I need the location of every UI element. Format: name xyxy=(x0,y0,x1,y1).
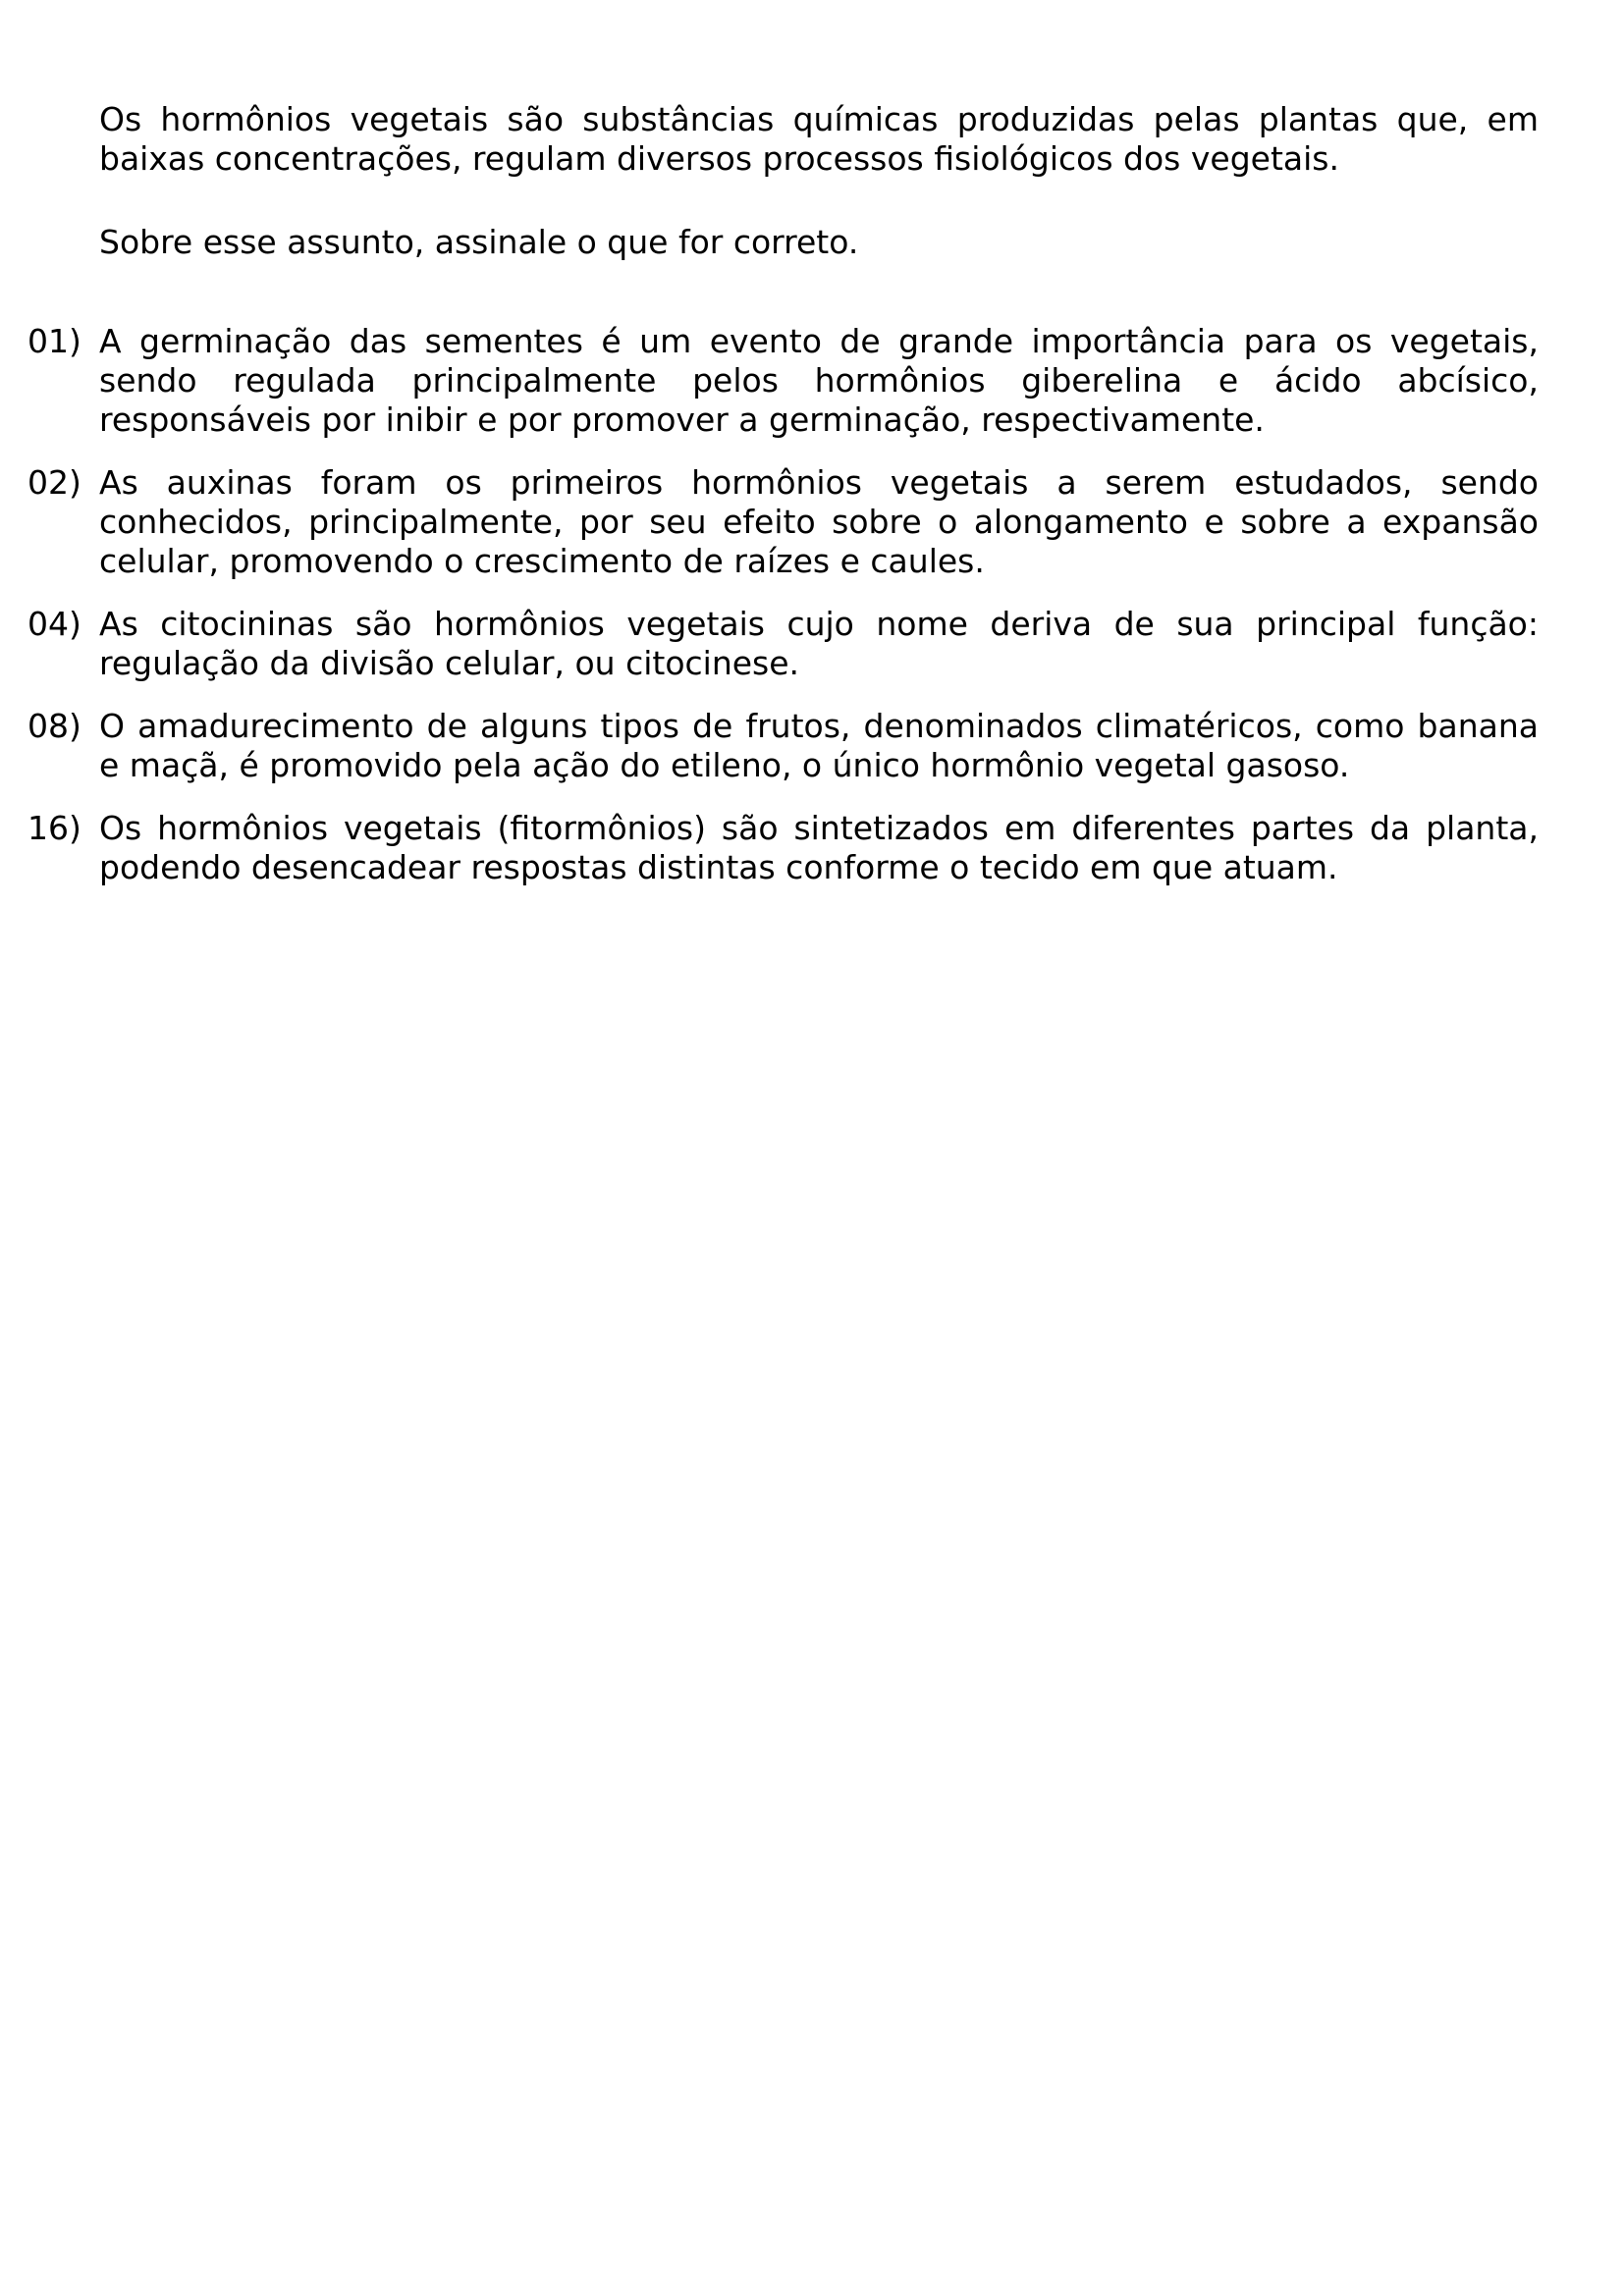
option-text: As citocininas são hormônios vegetais cujo nome deriva de sua principal função: regulação da divisão celular, ou citocinese. xyxy=(99,605,1539,682)
option-text: A germinação das sementes é um evento de grande importância para os vegetais, sendo regulada principalmente pelos hormônios giberelina e ácido abcísico, responsáveis por inibir e por promover a germinação, respectivamente. xyxy=(99,322,1539,439)
answer-option-01 xyxy=(0,322,1624,440)
option-text: Os hormônios vegetais (fitormônios) são sintetizados em diferentes partes da planta, podendo desencadear respostas distintas conforme o tecido em que atuam. xyxy=(99,809,1539,886)
answer-option-02 xyxy=(0,463,1624,581)
answer-option-16 xyxy=(0,809,1624,887)
answer-option-08 xyxy=(0,707,1624,785)
option-number: 02) xyxy=(27,463,81,502)
option-number: 08) xyxy=(27,707,81,745)
answer-options-list xyxy=(0,322,1624,911)
option-number: 01) xyxy=(27,322,81,360)
question-intro: Os hormônios vegetais são substâncias químicas produzidas pelas plantas que, em baixas concentrações, regulam diversos processos fisiológicos dos vegetais. xyxy=(99,100,1539,178)
option-text: O amadurecimento de alguns tipos de frutos, denominados climatéricos, como banana e maçã, é promovido pela ação do etileno, o único hormônio vegetal gasoso. xyxy=(99,707,1539,784)
option-number: 16) xyxy=(27,809,81,847)
option-text: As auxinas foram os primeiros hormônios vegetais a serem estudados, sendo conhecidos, principalmente, por seu efeito sobre o alongamento e sobre a expansão celular, promovendo o crescimento de raízes e caules. xyxy=(99,463,1539,580)
question-prompt: Sobre esse assunto, assinale o que for correto. xyxy=(99,223,859,261)
option-number: 04) xyxy=(27,605,81,643)
answer-option-04 xyxy=(0,605,1624,683)
